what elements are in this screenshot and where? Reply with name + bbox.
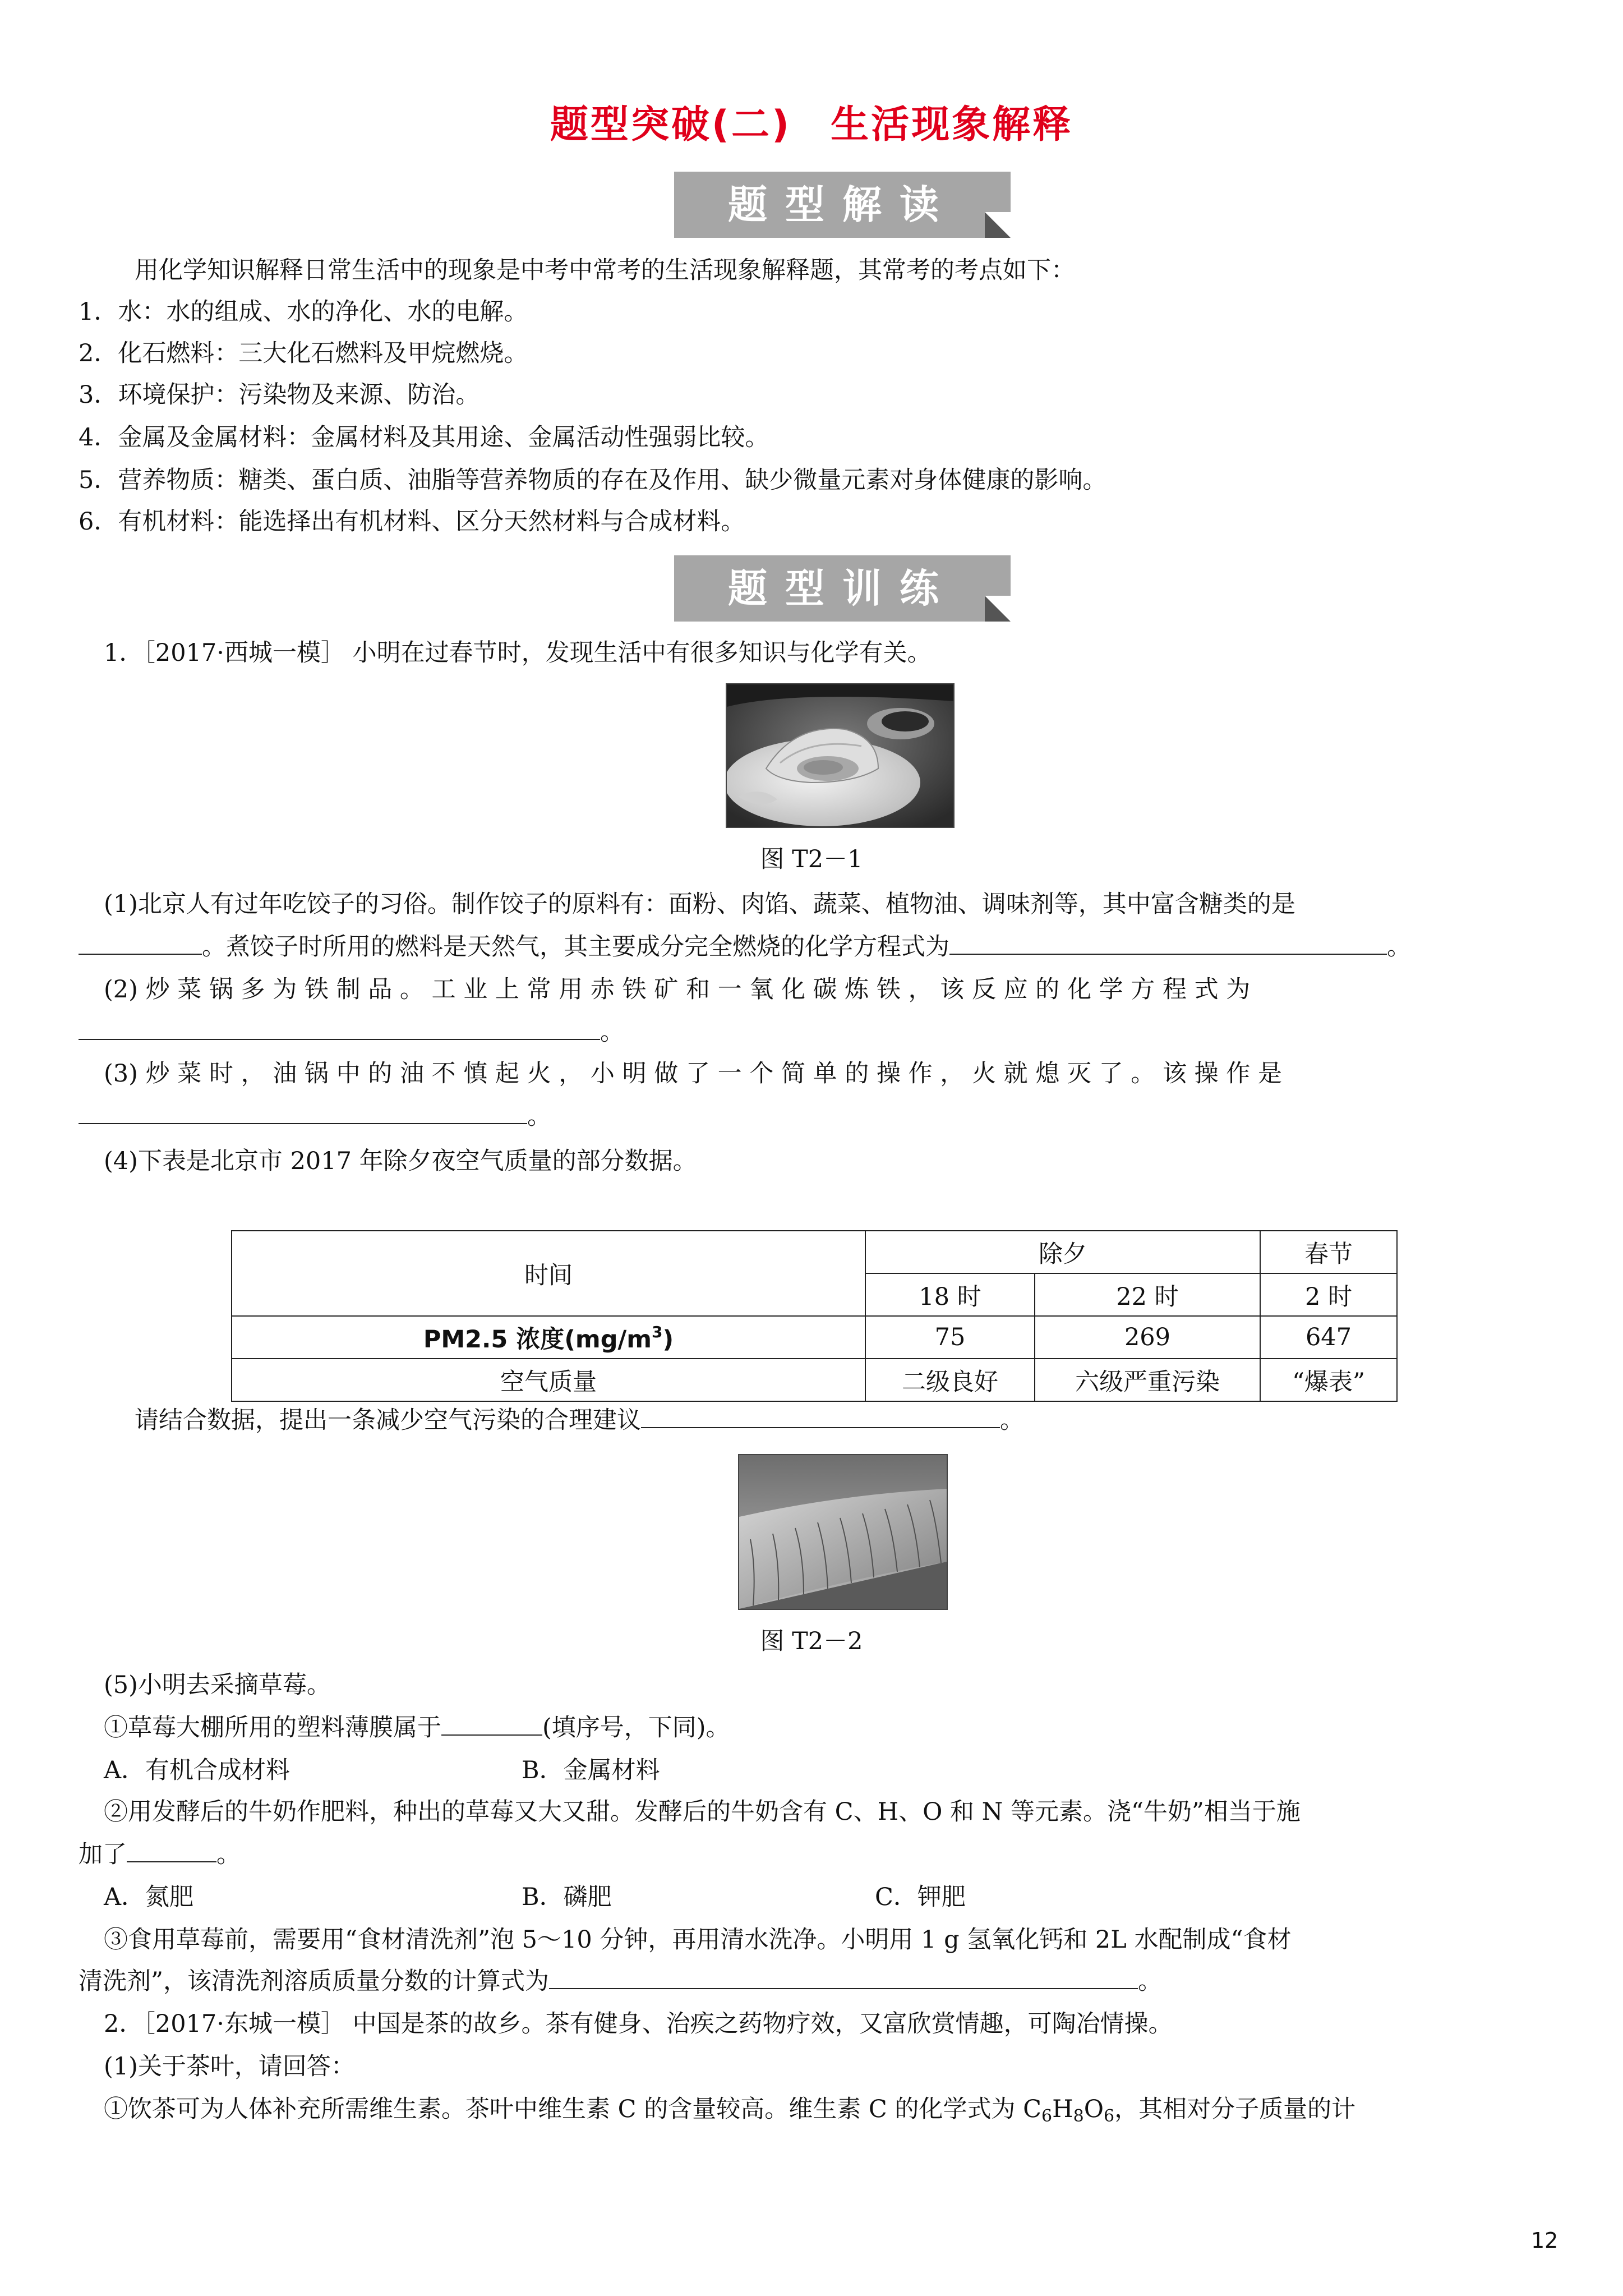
question-2-part-1-1-line [104,2092,1355,2133]
answer-blank[interactable] [127,1839,216,1862]
answer-blank[interactable] [79,931,202,955]
aq-value: “爆表” [1260,1359,1397,1401]
question-1-part-5-1-tail: (填序号，下同)。 [542,1714,730,1742]
formula-subscript: 6 [1104,2106,1115,2126]
question-1-part-5-1-line [104,1711,730,1745]
point-item: 5．营养物质：糖类、蛋白质、油脂等营养物质的存在及作用、缺少微量元素对身体健康的影响。 [79,466,1107,494]
question-1-part-2-b-line [79,1015,624,1049]
header-time: 时间 [232,1231,865,1316]
figure-1-caption: 图 T2－1 [760,845,863,873]
option-a: A．氮肥 [104,1883,194,1911]
question-1-suggestion-end: 。 [1000,1406,1024,1434]
pm-unit-superscript: 3 [652,1322,663,1341]
question-2-part-1: (1)关于茶叶，请回答： [104,2053,355,2081]
page-title [0,94,1623,149]
formula-subscript: 6 [1041,2106,1053,2126]
aq-label: 空气质量 [232,1359,865,1401]
question-2-part-1-1-tail: ，其相对分子质量的计 [1114,2095,1356,2123]
option-b: B．磷肥 [522,1883,612,1911]
title-part1: 题型突破(二) [550,103,792,147]
question-1-part-1-b: 。煮饺子时所用的燃料是天然气，其主要成分完全燃烧的化学方程式为 [202,933,949,961]
section-banner-training [674,555,1011,622]
answer-blank[interactable] [79,1016,600,1040]
page-number: 12 [1531,2228,1559,2253]
time-cell: 2 时 [1260,1273,1397,1316]
pm-value: 647 [1260,1316,1397,1359]
header-chunjie: 春节 [1260,1231,1397,1273]
question-1-part-4: (4)下表是北京市 2017 年除夕夜空气质量的部分数据。 [104,1147,697,1175]
header-chuxi: 除夕 [865,1231,1260,1273]
question-2-intro: 2．［2017·东城一模］ 中国是茶的故乡。茶有健身、治疾之药物疗效，又富欣赏情趣，可陶冶情操。 [104,2010,1173,2038]
point-item: 4．金属及金属材料：金属材料及其用途、金属活动性强弱比较。 [79,424,769,452]
point-item: 2．化石燃料：三大化石燃料及甲烷燃烧。 [79,339,528,367]
option-c: C．钾肥 [875,1883,966,1911]
pm-value: 269 [1035,1316,1260,1359]
option-b: B．金属材料 [522,1756,660,1784]
question-1-part-5-2-c: 。 [216,1841,241,1869]
question-1-suggestion-line [135,1404,1024,1437]
section-banner-reading [674,172,1011,238]
option-a: A．有机合成材料 [104,1756,291,1784]
air-quality-table [231,1230,1398,1402]
point-item: 3．环境保护：污染物及来源、防治。 [79,381,480,409]
question-1-part-1-a: (1)北京人有过年吃饺子的习俗。制作饺子的原料有：面粉、肉馅、蔬菜、植物油、调味剂等，其中富含糖类的是 [104,890,1295,918]
answer-blank[interactable] [949,931,1387,955]
pm-label-cell [232,1316,865,1359]
question-1-suggestion: 请结合数据，提出一条减少空气污染的合理建议 [135,1406,641,1434]
question-1-part-3-a: (3) 炒 菜 时 ， 油 锅 中 的 油 不 慎 起 火 ， 小 明 做 了 一 个 简 单 的 操 作 ， 火 就 熄 灭 了 。 该 操 作 是 [104,1060,1282,1088]
question-1-intro: 1．［2017·西城一模］ 小明在过春节时，发现生活中有很多知识与化学有关。 [104,639,932,667]
question-1-part-5-3-b: 清洗剂”，该清洗剂溶质质量分数的计算式为 [79,1967,549,1995]
pm-label: PM2.5 浓度(mg/m [423,1325,652,1354]
answer-blank[interactable] [441,1712,542,1736]
question-1-part-3-b: 。 [527,1102,551,1130]
point-item: 1．水：水的组成、水的净化、水的电解。 [79,298,528,326]
answer-blank[interactable] [79,1101,527,1124]
question-1-part-5-2: ②用发酵后的牛奶作肥料，种出的草莓又大又甜。发酵后的牛奶含有 C、H、O 和 N 等元素。浇“牛奶”相当于施 [104,1798,1301,1826]
banner-label: 题型训练 [728,565,957,611]
question-1-part-1-b-line [79,930,1411,964]
question-1-part-5-1: ①草莓大棚所用的塑料薄膜属于 [104,1714,441,1742]
formula-o: O [1083,2095,1104,2123]
pm-value: 75 [865,1316,1035,1359]
question-2-part-1-1: ①饮茶可为人体补充所需维生素。茶叶中维生素 C 的含量较高。维生素 C 的化学式为 C [104,2095,1042,2123]
answer-blank[interactable] [641,1405,1000,1428]
question-1-part-5: (5)小明去采摘草莓。 [104,1671,331,1699]
question-1-part-3-b-line [79,1099,551,1133]
question-1-part-5-2-line [79,1838,241,1871]
aq-value: 六级严重污染 [1035,1359,1260,1401]
title-part2: 生活现象解释 [831,103,1073,147]
greenhouse-photo [738,1454,948,1610]
time-cell: 18 时 [865,1273,1035,1316]
figure-2-caption: 图 T2－2 [760,1627,863,1655]
question-1-part-1-c: 。 [1387,933,1411,961]
pm-label-close: ) [662,1325,674,1354]
banner-label: 题型解读 [728,182,957,228]
question-1-part-5-3: ③食用草莓前，需要用“食材清洗剂”泡 5～10 分钟，再用清水洗净。小明用 1 g 氢氧化钙和 2L 水配制成“食材 [104,1926,1292,1954]
answer-blank[interactable] [549,1966,1138,1989]
aq-value: 二级良好 [865,1359,1035,1401]
point-item: 6．有机材料：能选择出有机材料、区分天然材料与合成材料。 [79,508,745,536]
question-1-part-2-b: 。 [600,1018,624,1046]
question-1-part-5-3-line [79,1964,1162,1998]
time-cell: 22 时 [1035,1273,1260,1316]
dumpling-photo [726,683,955,828]
question-1-part-2-a: (2) 炒 菜 锅 多 为 铁 制 品 。 工 业 上 常 用 赤 铁 矿 和 一 氧 化 碳 炼 铁 ， 该 反 应 的 化 学 方 程 式 为 [104,976,1251,1004]
formula-h: H [1052,2095,1073,2123]
intro-text: 用化学知识解释日常生活中的现象是中考中常考的生活现象解释题，其常考的考点如下： [135,256,1075,284]
formula-subscript: 8 [1073,2106,1084,2126]
question-1-part-5-3-c: 。 [1137,1967,1162,1995]
question-1-part-5-2-b: 加了 [79,1841,127,1869]
